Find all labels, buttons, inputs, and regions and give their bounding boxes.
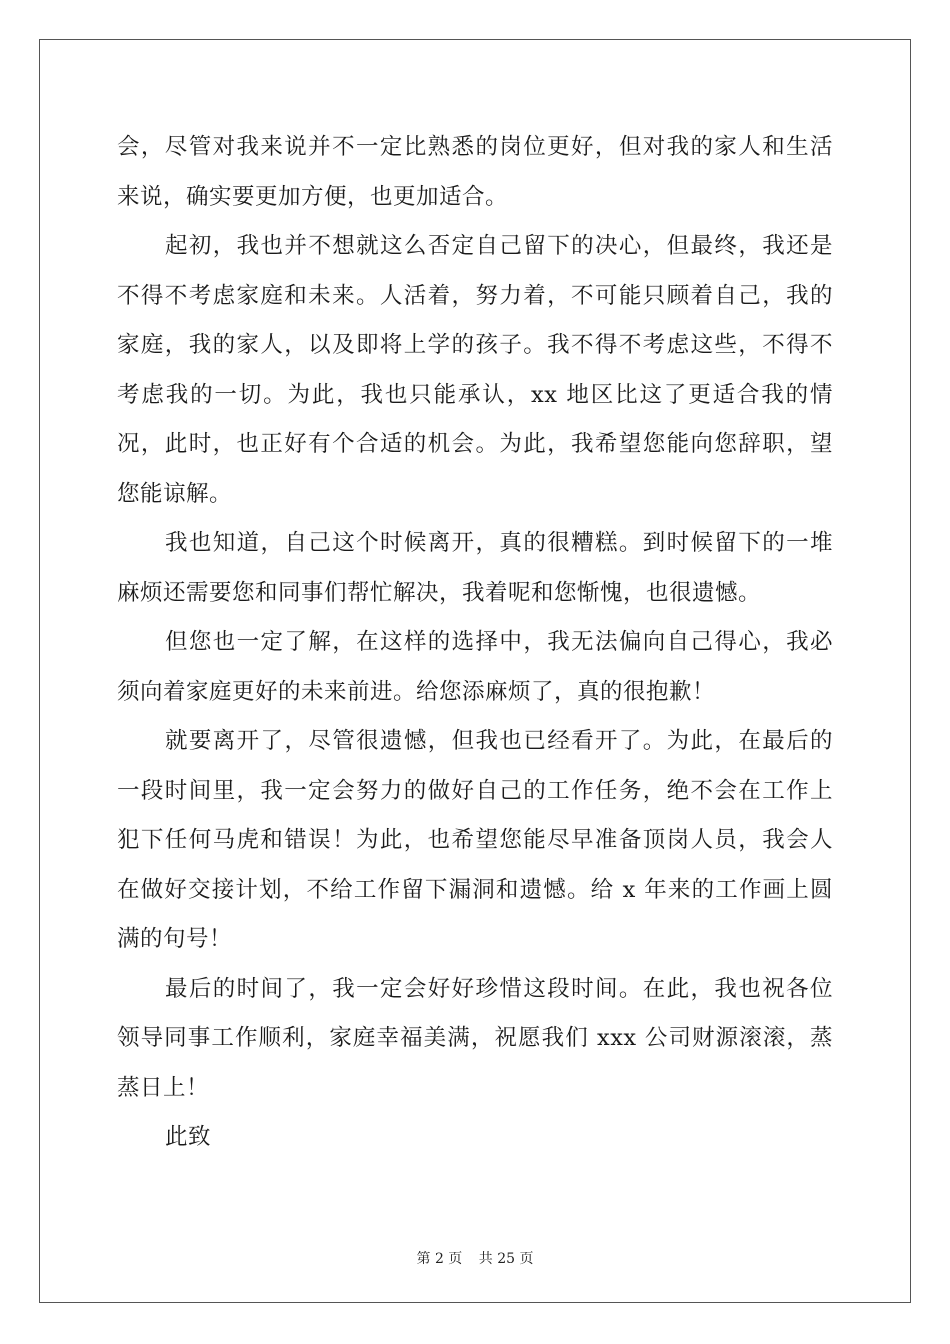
text-line: 一段时间里，我一定会努力的做好自己的工作任务，绝不会在工作上 <box>117 777 833 804</box>
text-line: 会，尽管对我来说并不一定比熟悉的岗位更好，但对我的家人和生活 <box>117 134 833 160</box>
text-line: 满的句号！ <box>117 926 233 952</box>
text-line: 但您也一定了解，在这样的选择中，我无法偏向自己得心，我必 <box>165 629 833 655</box>
text-line: 在做好交接计划，不给工作留下漏洞和遗憾。给 x 年来的工作画上圆 <box>117 876 833 903</box>
text-line: 麻烦还需要您和同事们帮忙解决，我着呢和您惭愧，也很遗憾。 <box>117 579 762 606</box>
page-number: 第 2 页 <box>416 1251 463 1267</box>
text-line: 不得不考虑家庭和未来。人活着，努力着，不可能只顾着自己，我的 <box>117 282 833 309</box>
text-line: 须向着家庭更好的未来前进。给您添麻烦了，真的很抱歉！ <box>117 678 716 705</box>
page-total: 共 25 页 <box>478 1251 534 1267</box>
page-footer <box>0 1248 950 1268</box>
text-line: 况，此时，也正好有个合适的机会。为此，我希望您能向您辞职，望 <box>117 431 833 457</box>
text-line: 我也知道，自己这个时候离开，真的很糟糕。到时候留下的一堆 <box>165 530 833 556</box>
text-line: 来说，确实要更加方便，也更加适合。 <box>117 183 509 210</box>
text-line: 家庭，我的家人，以及即将上学的孩子。我不得不考虑这些，不得不 <box>117 332 833 358</box>
text-line: 领导同事工作顺利，家庭幸福美满，祝愿我们 xxx 公司财源滚滚，蒸 <box>117 1025 833 1051</box>
text-line: 您能谅解。 <box>117 480 233 507</box>
text-line: 此致 <box>165 1124 212 1150</box>
text-line: 就要离开了，尽管很遗憾，但我也已经看开了。为此，在最后的 <box>165 728 833 754</box>
text-line: 最后的时间了，我一定会好好珍惜这段时间。在此，我也祝各位 <box>165 975 833 1002</box>
text-line: 蒸日上！ <box>117 1074 210 1101</box>
document-body <box>117 123 833 1163</box>
text-line: 犯下任何马虎和错误！为此，也希望您能尽早准备顶岗人员，我会人 <box>117 827 833 853</box>
text-line: 起初，我也并不想就这么否定自己留下的决心，但最终，我还是 <box>165 233 833 259</box>
text-line: 考虑我的一切。为此，我也只能承认，xx 地区比这了更适合我的情 <box>117 381 833 408</box>
